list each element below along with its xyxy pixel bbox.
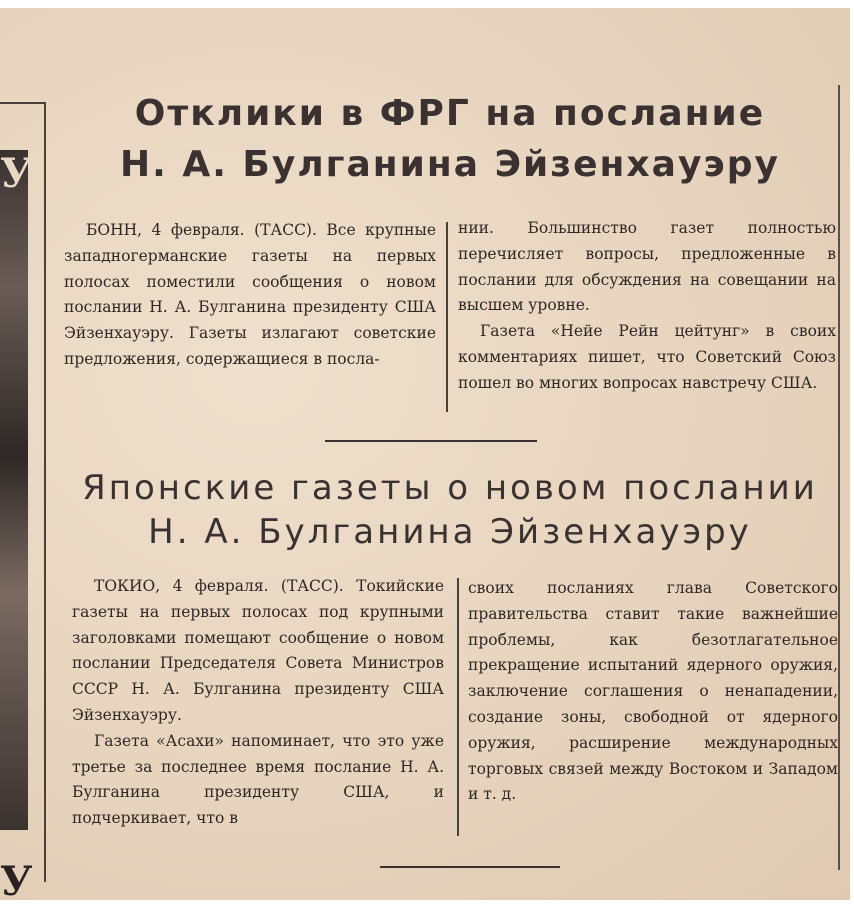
adjacent-photo-fragment [0,150,28,830]
article1-headline-line2: Н. А. Булганина Эйзенхауэру [120,144,780,185]
adjacent-column-border [44,102,46,882]
article-separator-rule [325,440,537,442]
article2-column-right [468,576,838,808]
article1-headline-line1: Отклики в ФРГ на послание [134,93,766,134]
article1-headline [60,88,840,190]
article2-column-divider [457,578,459,836]
article2-column-left [72,574,444,832]
article1-column-left [64,218,436,373]
article1-column-right [458,216,836,397]
article2-paragraph-3: своих посланиях глава Советского правительства ставит такие важнейшие проблемы, как безотлагательное прекращение испытаний ядерного оружия, заключение соглашения о ненападении, создание зоны, свободной от ядерного оружия, расширение международных торговых связей между Востоком и Западом и т. д. [468,579,838,804]
adjacent-text-fragment-top: У [0,150,33,197]
article1-paragraph-1: БОНН, 4 февраля. (ТАСС). Все крупные западногерманские газеты на первых полосах поместили сообщения о новом послании Н. А. Булганина президенту США Эйзенхауэру. Газеты излагают советские предложения, содержащиеся в посла- [64,221,436,368]
article1-paragraph-3: Газета «Нейе Рейн цейтунг» в своих комментариях пишет, что Советский Союз пошел во многих вопросах навстречу США. [458,322,836,392]
article2-paragraph-2: Газета «Асахи» напоминает, что это уже третье за последнее время послание Н. А. Булганина президенту США, и подчеркивает, что в [72,731,444,828]
article2-headline-line2: Н. А. Булганина Эйзенхауэру [148,512,752,552]
article2-headline-line1: Японские газеты о новом послании [82,468,818,508]
article2-paragraph-1: ТОКИО, 4 февраля. (ТАСС). Токийские газеты на первых полосах под крупными заголовками помещают сообщение о новом послании Председателя Совета Министров СССР Н. А. Булганина президенту США Эйзенхауэру. [72,577,444,724]
bottom-separator-rule [380,866,560,868]
adjacent-column-border-top [0,102,46,104]
article2-headline [60,466,840,554]
article1-column-divider [446,222,448,412]
adjacent-text-fragment-bottom: У [0,858,33,905]
article1-paragraph-2: нии. Большинство газет полностью перечисляет вопросы, предложенные в послании для обсуждения на совещании на высшем уровне. [458,219,836,315]
